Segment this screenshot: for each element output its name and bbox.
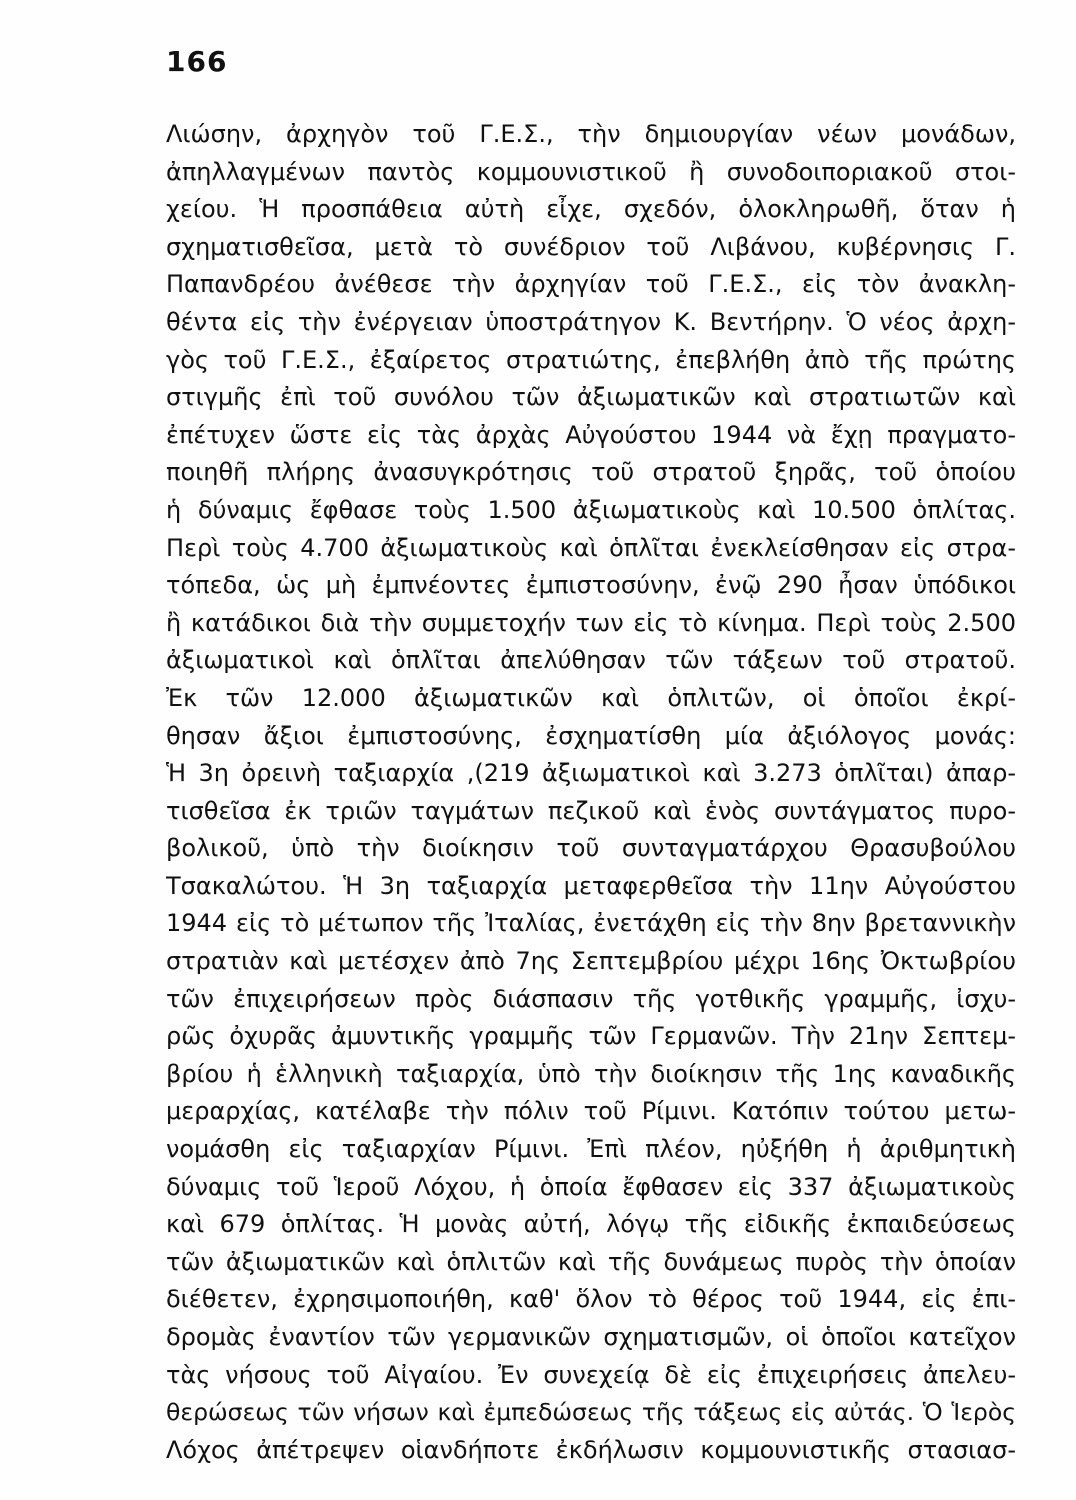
text-line: Περὶ τοὺς 4.700 ἀξιωματικοὺς καὶ ὁπλῖται ἐνεκλείσθησαν εἰς στρα- <box>166 533 1016 562</box>
text-line: καὶ 679 ὁπλίτας. Ἡ μονὰς αὐτή, λόγῳ τῆς εἰδικῆς ἐκπαιδεύσεως <box>166 1210 1016 1239</box>
text-line: Ἐκ τῶν 12.000 ἀξιωματικῶν καὶ ὁπλιτῶν, οἱ ὁποῖοι ἐκρί- <box>166 683 1016 712</box>
text-line: χείου. Ἡ προσπάθεια αὐτὴ εἶχε, σχεδόν, ὁλοκληρωθῆ, ὅταν ἡ <box>166 195 1016 224</box>
text-line: στρατιὰν καὶ μετέσχεν ἀπὸ 7ης Σεπτεμβρίου μέχρι 16ης Ὀκτωβρίου <box>166 947 1016 976</box>
text-line: ἀξιωματικοὶ καὶ ὁπλῖται ἀπελύθησαν τῶν τάξεων τοῦ στρατοῦ. <box>166 646 1016 675</box>
text-line: τῶν ἐπιχειρήσεων πρὸς διάσπασιν τῆς γοτθικῆς γραμμῆς, ἰσχυ- <box>166 984 1016 1013</box>
text-line: Παπανδρέου ἀνέθεσε τὴν ἀρχηγίαν τοῦ Γ.Ε.Σ., εἰς τὸν ἀνακλη- <box>166 270 1016 299</box>
text-line: δρομὰς ἐναντίον τῶν γερμανικῶν σχηματισμῶν, οἱ ὁποῖοι κατεῖχον <box>166 1323 1016 1351</box>
text-line: τῶν ἀξιωματικῶν καὶ ὁπλιτῶν καὶ τῆς δυνάμεως πυρὸς τὴν ὁποίαν <box>166 1247 1016 1276</box>
text-line: γὸς τοῦ Γ.Ε.Σ., ἐξαίρετος στρατιώτης, ἐπεβλήθη ἀπὸ τῆς πρώτης <box>166 345 1016 374</box>
text-line: Τσακαλώτου. Ἡ 3η ταξιαρχία μεταφερθεῖσα τὴν 11ην Αὐγούστου <box>166 871 1016 900</box>
text-line: ἐπέτυχεν ὥστε εἰς τὰς ἀρχὰς Αὐγούστου 1944 νὰ ἔχῃ πραγματο- <box>166 420 1016 449</box>
text-line: ρῶς ὀχυρᾶς ἀμυντικῆς γραμμῆς τῶν Γερμανῶν. Τὴν 21ην Σεπτεμ- <box>166 1022 1016 1051</box>
text-line: ἡ δύναμις ἔφθασε τοὺς 1.500 ἀξιωματικοὺς καὶ 10.500 ὁπλίτας. <box>166 495 1016 524</box>
body-text <box>166 116 1016 1469</box>
text-line: ἢ κατάδικοι διὰ τὴν συμμετοχήν των εἰς τὸ κίνημα. Περὶ τοὺς 2.500 <box>166 608 1016 637</box>
text-line: Λιώσην, ἀρχηγὸν τοῦ Γ.Ε.Σ., τὴν δημιουργίαν νέων μονάδων, <box>166 120 1016 148</box>
text-line: ποιηθῆ πλήρης ἀνασυγκρότησις τοῦ στρατοῦ ξηρᾶς, τοῦ ὁποίου <box>166 458 1016 487</box>
text-line: δύναμις τοῦ Ἱεροῦ Λόχου, ἡ ὁποία ἔφθασεν εἰς 337 ἀξιωματικοὺς <box>166 1172 1016 1201</box>
text-line: θέντα εἰς τὴν ἐνέργειαν ὑποστράτηγον Κ. Βεντήρην. Ὁ νέος ἀρχη- <box>166 307 1016 336</box>
page-number: 166 <box>166 45 228 78</box>
text-line: θησαν ἄξιοι ἐμπιστοσύνης, ἐσχηματίσθη μία ἀξιόλογος μονάς: <box>166 721 1016 750</box>
text-line: βολικοῦ, ὑπὸ τὴν διοίκησιν τοῦ συνταγματάρχου Θρασυβούλου <box>166 834 1016 863</box>
text-line: διέθετεν, ἐχρησιμοποιήθη, καθ' ὅλον τὸ θέρος τοῦ 1944, εἰς ἐπι- <box>166 1285 1016 1314</box>
text-line: τὰς νήσους τοῦ Αἰγαίου. Ἐν συνεχείᾳ δὲ εἰς ἐπιχειρήσεις ἀπελευ- <box>166 1360 1016 1389</box>
text-line: τισθεῖσα ἐκ τριῶν ταγμάτων πεζικοῦ καὶ ἑνὸς συντάγματος πυρο- <box>166 796 1016 825</box>
text-line: ἀπηλλαγμένων παντὸς κομμουνιστικοῦ ἢ συνοδοιποριακοῦ στοι- <box>166 157 1016 186</box>
text-line: νομάσθη εἰς ταξιαρχίαν Ρίμινι. Ἐπὶ πλέον, ηὐξήθη ἡ ἀριθμητικὴ <box>166 1135 1016 1164</box>
text-line: βρίου ἡ ἑλληνικὴ ταξιαρχία, ὑπὸ τὴν διοίκησιν τῆς 1ης καναδικῆς <box>166 1059 1016 1088</box>
text-line: θερώσεως τῶν νήσων καὶ ἐμπεδώσεως τῆς τάξεως εἰς αὐτάς. Ὁ Ἱερὸς <box>166 1398 1016 1427</box>
text-line: στιγμῆς ἐπὶ τοῦ συνόλου τῶν ἀξιωματικῶν καὶ στρατιωτῶν καὶ <box>166 383 1016 412</box>
text-line: 1944 εἰς τὸ μέτωπον τῆς Ἰταλίας, ἐνετάχθη εἰς τὴν 8ην βρεταννικὴν <box>166 909 1016 938</box>
text-line: μεραρχίας, κατέλαβε τὴν πόλιν τοῦ Ρίμινι. Κατόπιν τούτου μετω- <box>166 1097 1016 1126</box>
text-line: τόπεδα, ὡς μὴ ἐμπνέοντες ἐμπιστοσύνην, ἐνῷ 290 ἦσαν ὑπόδικοι <box>166 571 1016 600</box>
text-line: Λόχος ἀπέτρεψεν οἱανδήποτε ἐκδήλωσιν κομμουνιστικῆς στασιασ- <box>166 1435 1016 1464</box>
text-line: σχηματισθεῖσα, μετὰ τὸ συνέδριον τοῦ Λιβάνου, κυβέρνησις Γ. <box>166 232 1016 261</box>
text-line: Ἡ 3η ὀρεινὴ ταξιαρχία ,(219 ἀξιωματικοὶ καὶ 3.273 ὁπλῖται) ἀπαρ- <box>166 759 1016 788</box>
